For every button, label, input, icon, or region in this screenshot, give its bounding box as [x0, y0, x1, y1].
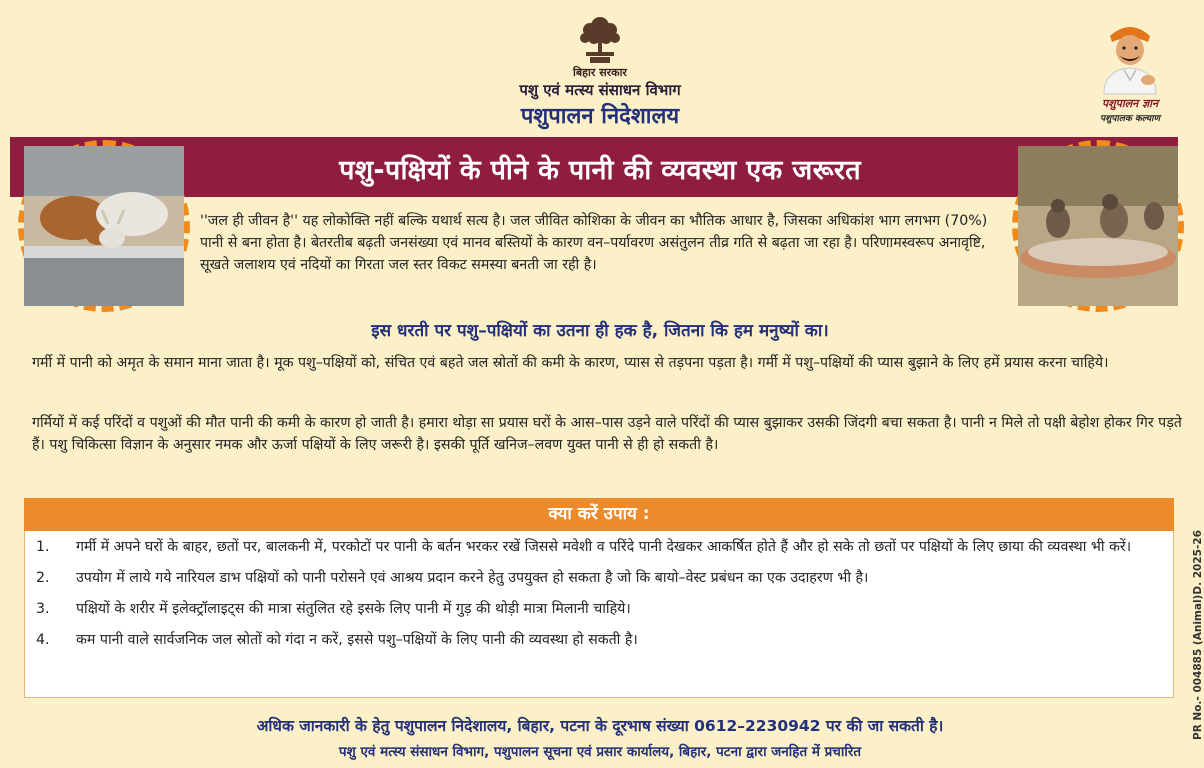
publisher-footer: पशु एवं मत्स्य संसाधन विभाग, पशुपालन सूचना एवं प्रसार कार्यालय, बिहार, पटना द्वारा जनहित में प्रचारित	[338, 744, 862, 760]
list-item-text: पक्षियों के शरीर में इलेक्ट्रॉलाइट्स की मात्रा संतुलित रहे इसके लिए पानी में गुड़ की थोड़ी मात्रा मिलानी चाहिये।	[76, 601, 631, 617]
remedies-heading: क्या करें उपाय :	[24, 498, 1174, 531]
directorate-name: पशुपालन निदेशालय	[520, 104, 680, 129]
banner-title: पशु-पक्षियों के पीने के पानी की व्यवस्था एक जरूरत	[339, 155, 861, 186]
intro-paragraph: ''जल ही जीवन है'' यह लोकोक्ति नहीं बल्कि यथार्थ सत्य है। जल जीवित कोशिका के जीवन का भौतिक आधार है, जिसका अधिकांश भाग लगभग (70%) पानी से बना होता है। बेतरतीब बढ़ती जनसंख्या एवं मानव बस्तियों के कारण वन–पर्यावरण असंतुलन तीव्र गति से बढ़ता जा रहा है। परिणामस्वरूप अनावृष्टि, सूखते जलाशय एवं नदियों का गिरता जल स्तर विकट समस्या बनती जा रही है।	[200, 213, 988, 273]
cows-drinking-image	[18, 140, 190, 312]
sparrows-drinking-image	[1012, 140, 1184, 312]
list-item	[30, 567, 1170, 589]
list-item-text: गर्मी में अपने घरों के बाहर, छतों पर, बालकनी में, परकोटों पर पानी के बर्तन भरकर रखें जिससे मवेशी व परिंदे पानी देखकर आकर्षित होते हैं और हो सके तो छतों पर पक्षियों के लिए छाया की व्यवस्था भी करें।	[76, 539, 1132, 555]
bihar-emblem-icon	[572, 12, 628, 66]
list-item	[30, 629, 1170, 651]
list-item-number: 3.	[36, 601, 50, 617]
list-item-number: 1.	[36, 539, 50, 555]
remedies-list	[30, 536, 1170, 660]
list-item-text: उपयोग में लाये गये नारियल डाभ पक्षियों को पानी परोसने एवं आश्रय प्रदान करने हेतु उपयुक्त हो सकता है जो कि बायो–वेस्ट प्रबंधन का एक उदाहरण भी है।	[76, 570, 869, 586]
pr-number	[1180, 470, 1204, 750]
mascot-subtitle: पशुपालक कल्याण	[1100, 114, 1160, 124]
list-item	[30, 536, 1170, 558]
mascot-title: पशुपालन ज्ञान	[1101, 97, 1159, 110]
list-item-number: 4.	[36, 632, 50, 648]
list-item-number: 2.	[36, 570, 50, 586]
body-paragraph-1: गर्मी में पानी को अमृत के समान माना जाता है। मूक पशु–पक्षियों को, संचित एवं बहते जल स्रोतों की कमी के कारण, प्यास से तड़पना पड़ता है। गर्मी में पशु–पक्षियों की प्यास बुझाने के लिए हमें प्रयास करना चाहिये।	[32, 355, 1109, 371]
tagline: इस धरती पर पशु–पक्षियों का उतना ही हक है, जितना कि हम मनुष्यों का।	[371, 321, 829, 341]
pr-number-text: PR No.- 004885 (Animal)D. 2025-26	[1192, 530, 1204, 740]
department-name: पशु एवं मत्स्य संसाधन विभाग	[519, 81, 681, 99]
contact-footer: अधिक जानकारी के हेतु पशुपालन निदेशालय, बिहार, पटना के दूरभाष संख्या 0612–2230942 पर की जा सकती है।	[256, 717, 944, 735]
body-paragraph-2: गर्मियों में कई परिंदों व पशुओं की मौत पानी की कमी के कारण हो जाती है। हमारा थोड़ा सा प्रयास घरों के आस–पास उड़ने वाले परिंदों की प्यास बुझाकर उसकी जिंदगी बचा सकता है। पानी न मिले तो पक्षी बेहोश होकर गिर पड़ते हैं। पशु चिकित्सा विज्ञान के अनुसार नमक और ऊर्जा पक्षियों के लिए जरूरी है। इसकी पूर्ति खनिज–लवण युक्त पानी से ही हो सकती है।	[32, 415, 1182, 453]
government-name: बिहार सरकार	[573, 66, 627, 79]
list-item-text: कम पानी वाले सार्वजनिक जल स्रोतों को गंदा न करें, इससे पशु–पक्षियों के लिए पानी की व्यवस्था हो सकती है।	[76, 632, 638, 648]
list-item	[30, 598, 1170, 620]
farmer-mascot-icon	[1090, 14, 1170, 94]
